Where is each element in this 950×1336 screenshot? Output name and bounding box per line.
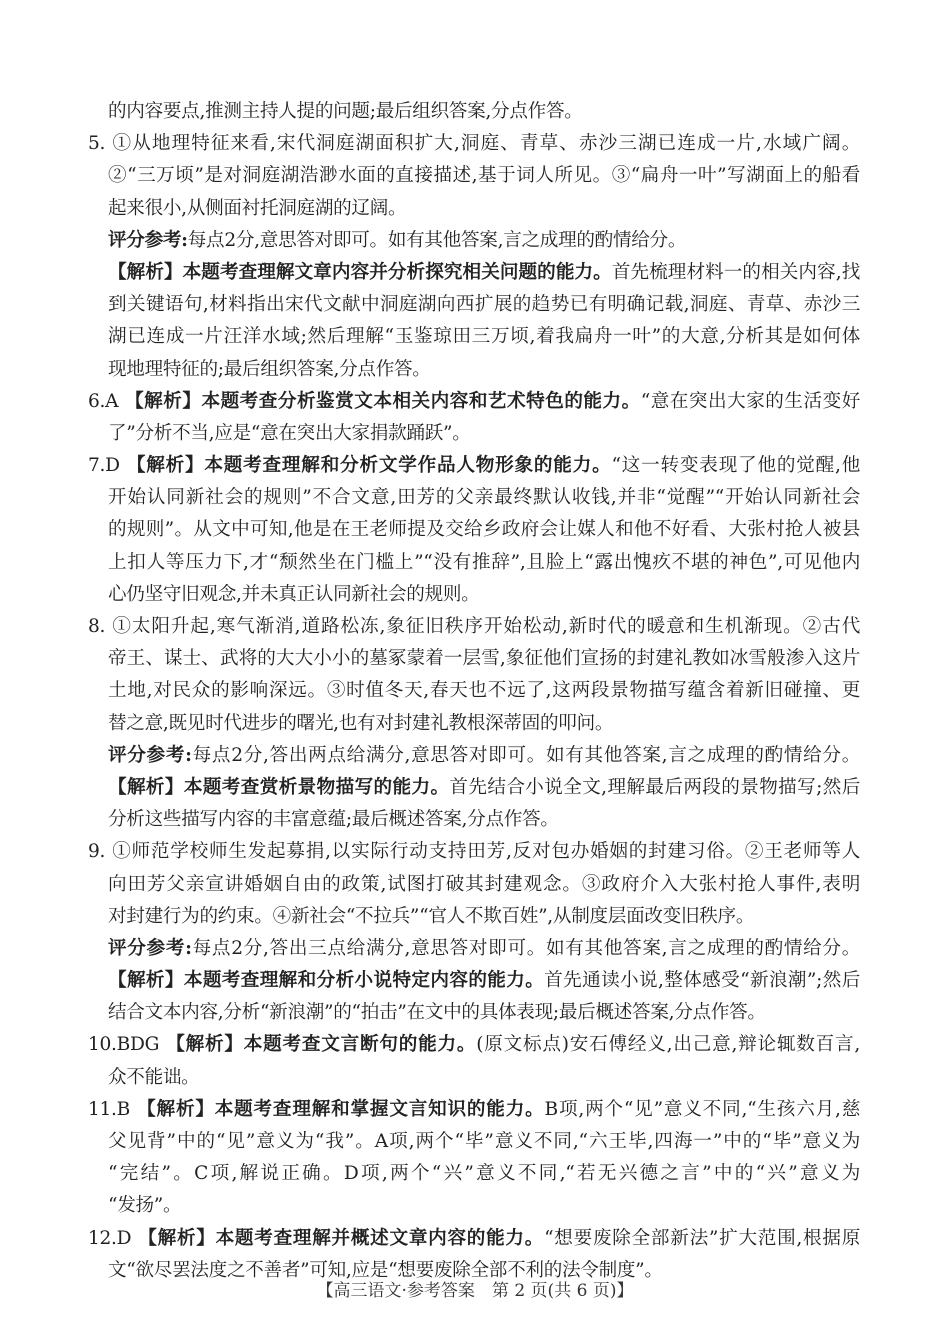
line-text: 首先梳理材料一的相关内容,找: [611, 261, 860, 283]
text-line: [88, 450, 860, 482]
text-line: [88, 901, 860, 933]
line-text: 替之意,既见时代进步的曙光,也有对封建礼教根深蒂固的叩问。: [108, 712, 614, 734]
answer-item: [88, 128, 860, 386]
item-number: 7.D: [88, 455, 120, 477]
item-number: 9.: [88, 841, 106, 863]
text-line: [88, 514, 860, 546]
item-number: 10.BDG: [88, 1034, 160, 1056]
line-text: ①从地理特征来看,宋代洞庭湖面积扩大,洞庭、青草、赤沙三湖已连成一片,水域广阔。: [111, 133, 860, 155]
item-number: 12.D: [88, 1227, 132, 1249]
answer-item: [88, 386, 860, 450]
line-text: 起来很小,从侧面衬托洞庭湖的辽阔。: [108, 197, 407, 219]
line-text: 上扣人等压力下,才“颓然坐在门槛上”“没有推辞”,且脸上“露出愧疚不堪的神色”,可见他内: [108, 551, 860, 573]
item-number: 6.A: [88, 390, 119, 412]
text-line: [88, 482, 860, 514]
line-text: (原文标点)安石傅经义,出己意,辩论辄数百言,: [476, 1034, 861, 1056]
line-text: “意在突出大家的生活变好: [640, 390, 860, 412]
bold-label: 评分参考:: [108, 229, 188, 251]
text-line: [88, 708, 860, 740]
text-line: [88, 1094, 860, 1126]
bold-label: 【解析】本题考查文言断句的能力。: [165, 1034, 477, 1056]
text-line: [88, 386, 860, 418]
text-line: [88, 643, 860, 675]
text-line: [88, 354, 860, 386]
text-line: [88, 836, 860, 868]
line-text: 湖已连成一片汪洋水域;然后理解“玉鉴琼田三万顷,着我扁舟一叶”的大意,分析其是如何体: [108, 326, 860, 348]
text-line: [88, 611, 860, 643]
answer-item: [88, 450, 860, 611]
text-line: [88, 1029, 860, 1061]
text-line: [88, 96, 860, 128]
answer-item: [88, 1029, 860, 1093]
text-line: [88, 225, 860, 257]
bold-label: 【解析】本题考查理解文章内容并分析探究相关问题的能力。: [108, 261, 612, 283]
bold-label: 【解析】本题考查理解并概述文章内容的能力。: [137, 1227, 545, 1249]
bold-label: 【解析】本题考查赏析景物描写的能力。: [108, 776, 450, 798]
line-text: “这一转变表现了他的觉醒,他: [611, 455, 860, 477]
line-text: 心仍坚守旧观念,并未真正认同新社会的规则。: [108, 583, 480, 605]
line-text: 到关键语句,材料指出宋代文献中洞庭湖向西扩展的趋势已有明确记载,洞庭、青草、赤沙三: [108, 294, 860, 316]
line-text: 众不能诎。: [108, 1066, 200, 1088]
answer-item: [88, 611, 860, 836]
text-line: [88, 869, 860, 901]
line-text: 了”分析不当,应是“意在突出大家捐款踊跃”。: [108, 422, 471, 444]
page-footer: 【高三语文·参考答案 第 2 页(共 6 页)】: [316, 1281, 634, 1301]
text-line: [88, 1190, 860, 1222]
text-line: [88, 160, 860, 192]
line-text: “想要废除全部新法”扩大范围,根据原: [544, 1227, 860, 1249]
bold-label: 【解析】本题考查理解和分析小说特定内容的能力。: [108, 970, 545, 992]
text-line: [88, 1223, 860, 1255]
line-text: 的内容要点,推测主持人提的问题;最后组织答案,分点作答。: [108, 101, 583, 122]
text-line: [88, 579, 860, 611]
line-text: ①太阳升起,寒气渐消,道路松冻,象征旧秩序开始松动,新时代的暖意和生机渐现。②古代: [111, 616, 860, 637]
text-line: [88, 257, 860, 289]
text-line: [88, 418, 860, 450]
line-text: 开始认同新社会的规则”不合文意,田芳的父亲最终默认收钱,并非“觉醒”“开始认同新社会: [108, 487, 860, 509]
line-text: 土地,对民众的影响深远。③时值冬天,春天也不远了,这两段景物描写蕴含着新旧碰撞、更: [108, 680, 860, 702]
line-text: 帝王、谋士、武将的大大小小的墓冢蒙着一层雪,象征他们宣扬的封建礼教如冰雪般渗入这片: [108, 648, 860, 670]
line-text: 首先通读小说,整体感受“新浪潮”;然后: [544, 970, 860, 992]
line-text: 首先结合小说全文,理解最后两段的景物描写;然后: [449, 776, 860, 798]
answer-item: [88, 836, 860, 1029]
line-text: 分析这些描写内容的丰富意蕴;最后概述答案,分点作答。: [108, 809, 559, 831]
item-number: 8.: [88, 616, 106, 637]
text-line: [88, 1158, 860, 1190]
text-line: [88, 547, 860, 579]
line-text: “发扬”。: [108, 1195, 182, 1217]
bold-label: 【解析】本题考查理解和掌握文言知识的能力。: [136, 1098, 545, 1120]
line-text: 每点2分,答出三点给满分,意思答对即可。如有其他答案,言之成理的酌情给分。: [191, 937, 860, 959]
line-text: 每点2分,意思答对即可。如有其他答案,言之成理的酌情给分。: [187, 229, 687, 251]
text-line: [88, 1126, 860, 1158]
text-line: [88, 997, 860, 1029]
text-line: [88, 321, 860, 353]
text-line: [88, 772, 860, 804]
text-line: [88, 740, 860, 772]
bold-label: 【解析】本题考查理解和分析文学作品人物形象的能力。: [125, 455, 612, 477]
text-line: [88, 804, 860, 836]
line-text: ②“三万顷”是对洞庭湖浩渺水面的直接描述,基于词人所见。③“扁舟一叶”写湖面上的船看: [108, 165, 860, 187]
line-text: 结合文本内容,分析“新浪潮”的“拍击”在文中的具体表现;最后概述答案,分点作答。: [108, 1002, 766, 1024]
answer-item: [88, 1094, 860, 1223]
line-text: 对封建行为的约束。④新社会“不拉兵”“官人不欺百姓”,从制度层面改变旧秩序。: [108, 905, 755, 927]
text-line: [88, 675, 860, 707]
line-text: 的规则”。从文中可知,他是在王老师提及交给乡政府会让媒人和他不好看、大张村抢人被县: [108, 519, 860, 541]
text-line: [88, 965, 860, 997]
text-line: [88, 933, 860, 965]
text-line: [88, 193, 860, 225]
line-text: 向田芳父亲宣讲婚姻自由的政策,试图打破其封建观念。③政府介入大张村抢人事件,表明: [108, 873, 860, 895]
line-text: “完结”。C项,解说正确。D项,两个“兴”意义不同,“若无兴德之言”中的“兴”意义为: [108, 1163, 860, 1185]
line-text: 现地理特征的;最后组织答案,分点作答。: [108, 358, 431, 380]
line-text: 文“欲尽罢法度之不善者”可知,应是“想要废除全部不利的法令制度”。: [108, 1259, 663, 1281]
item-number: 11.B: [88, 1098, 131, 1120]
answer-item: [88, 96, 860, 128]
bold-label: 评分参考:: [108, 744, 192, 766]
text-line: [88, 128, 860, 160]
bold-label: 评分参考:: [108, 937, 192, 959]
line-text: 父见背”中的“见”意义为“我”。A项,两个“毕”意义不同,“六王毕,四海一”中的“毕”意义为: [108, 1131, 860, 1152]
text-line: [88, 1062, 860, 1094]
line-text: 每点2分,答出两点给满分,意思答对即可。如有其他答案,言之成理的酌情给分。: [191, 744, 860, 766]
answer-key-body: [88, 96, 860, 1287]
text-line: [88, 289, 860, 321]
line-text: B项,两个“见”意义不同,“生孩六月,慈: [544, 1098, 860, 1120]
item-number: 5.: [88, 133, 106, 155]
bold-label: 【解析】本题考查分析鉴赏文本相关内容和艺术特色的能力。: [124, 390, 641, 412]
line-text: ①师范学校师生发起募捐,以实际行动支持田芳,反对包办婚姻的封建习俗。②王老师等人: [111, 841, 860, 863]
